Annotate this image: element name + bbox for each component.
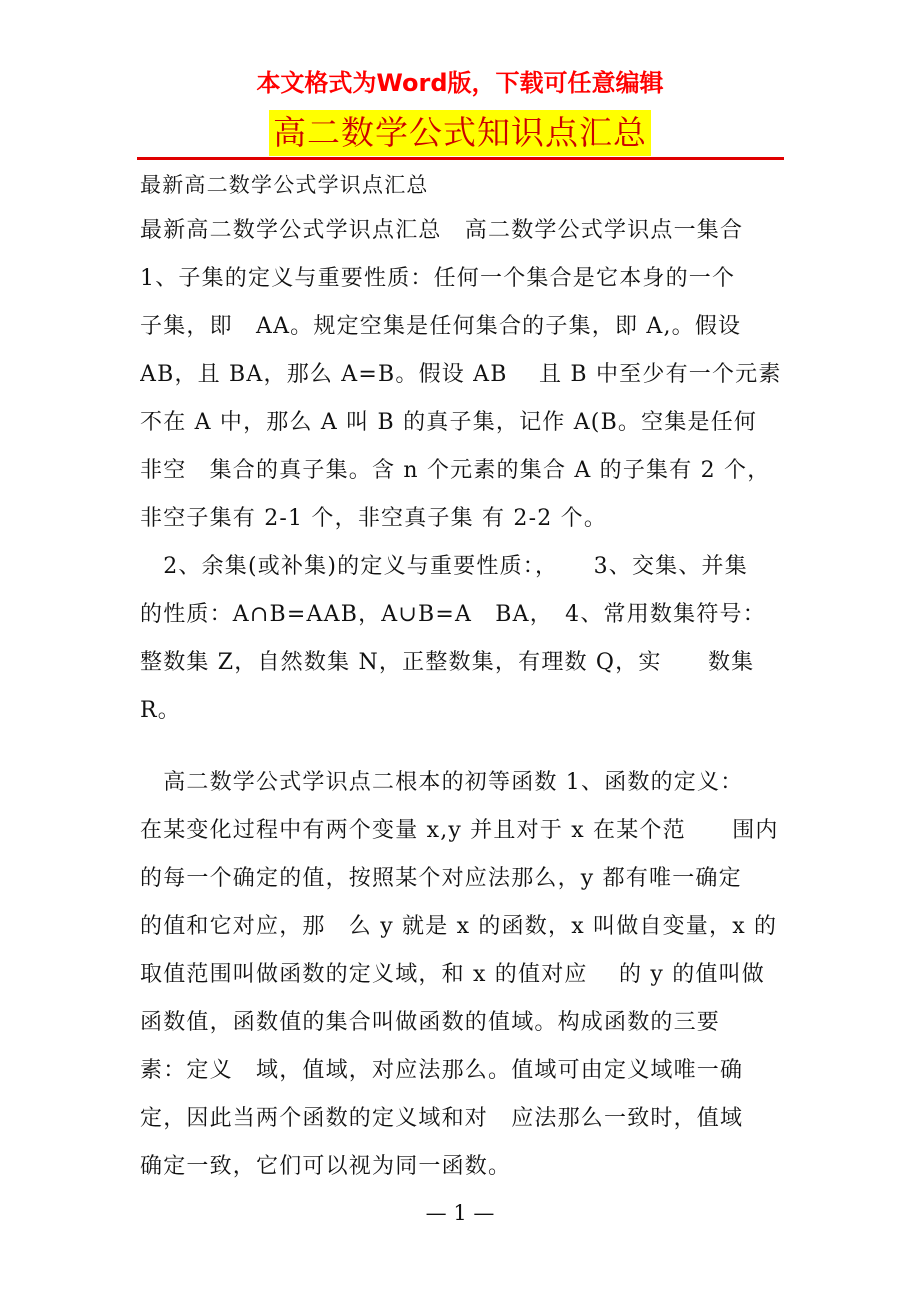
subtitle-line: 最新高二数学公式学识点汇总	[140, 173, 429, 197]
text-line: 高二数学公式学识点二根本的初等函数 1、函数的定义：	[140, 770, 744, 795]
text-line: 最新高二数学公式学识点汇总 高二数学公式学识点一集合	[140, 218, 744, 243]
text-line: 定，因此当两个函数的定义域和对 应法那么一致时，值域	[140, 1106, 744, 1131]
text-line: R。	[140, 698, 181, 723]
text-line: 的每一个确定的值，按照某个对应法那么，y 都有唯一确定	[140, 866, 742, 891]
text-line: 整数集 Z，自然数集 N，正整数集，有理数 Q，实 数集	[140, 650, 755, 675]
text-line: 非空子集有 2-1 个，非空真子集 有 2-2 个。	[140, 506, 608, 531]
document-body	[140, 163, 786, 1191]
text-line: 非空 集合的真子集。含 n 个元素的集合 A 的子集有 2 个，	[140, 458, 771, 483]
text-line: AB，且 BA，那么 A=B。假设 AB 且 B 中至少有一个元素	[140, 362, 782, 387]
title-container	[0, 110, 920, 156]
text-line: 不在 A 中，那么 A 叫 B 的真子集，记作 A(B。空集是任何	[140, 410, 758, 435]
page-number: — 1 —	[425, 1201, 495, 1225]
text-line: 子集，即 AA。规定空集是任何集合的子集，即 A,。假设	[140, 314, 742, 339]
text-line: 确定一致，它们可以视为同一函数。	[140, 1154, 512, 1179]
text-line: 函数值，函数值的集合叫做函数的值域。构成函数的三要	[140, 1010, 721, 1035]
paragraph-gap	[140, 735, 786, 759]
text-line: 素：定义 域，值域，对应法那么。值域可由定义域唯一确	[140, 1058, 744, 1083]
format-notice-banner: 本文格式为Word版，下载可任意编辑	[256, 69, 664, 97]
text-line: 的值和它对应，那 么 y 就是 x 的函数，x 叫做自变量，x 的	[140, 914, 778, 939]
document-title: 高二数学公式知识点汇总	[269, 110, 651, 156]
text-line: 2、余集(或补集)的定义与重要性质：， 3、交集、并集	[140, 554, 748, 579]
title-divider	[137, 157, 784, 160]
text-line: 1、子集的定义与重要性质：任何一个集合是它本身的一个	[140, 266, 736, 291]
text-line: 取值范围叫做函数的定义域，和 x 的值对应 的 y 的值叫做	[140, 962, 766, 987]
text-line: 的性质：A∩B=AAB，A∪B=A BA， 4、常用数集符号：	[140, 602, 766, 627]
text-line: 在某变化过程中有两个变量 x,y 并且对于 x 在某个范 围内	[140, 818, 779, 843]
